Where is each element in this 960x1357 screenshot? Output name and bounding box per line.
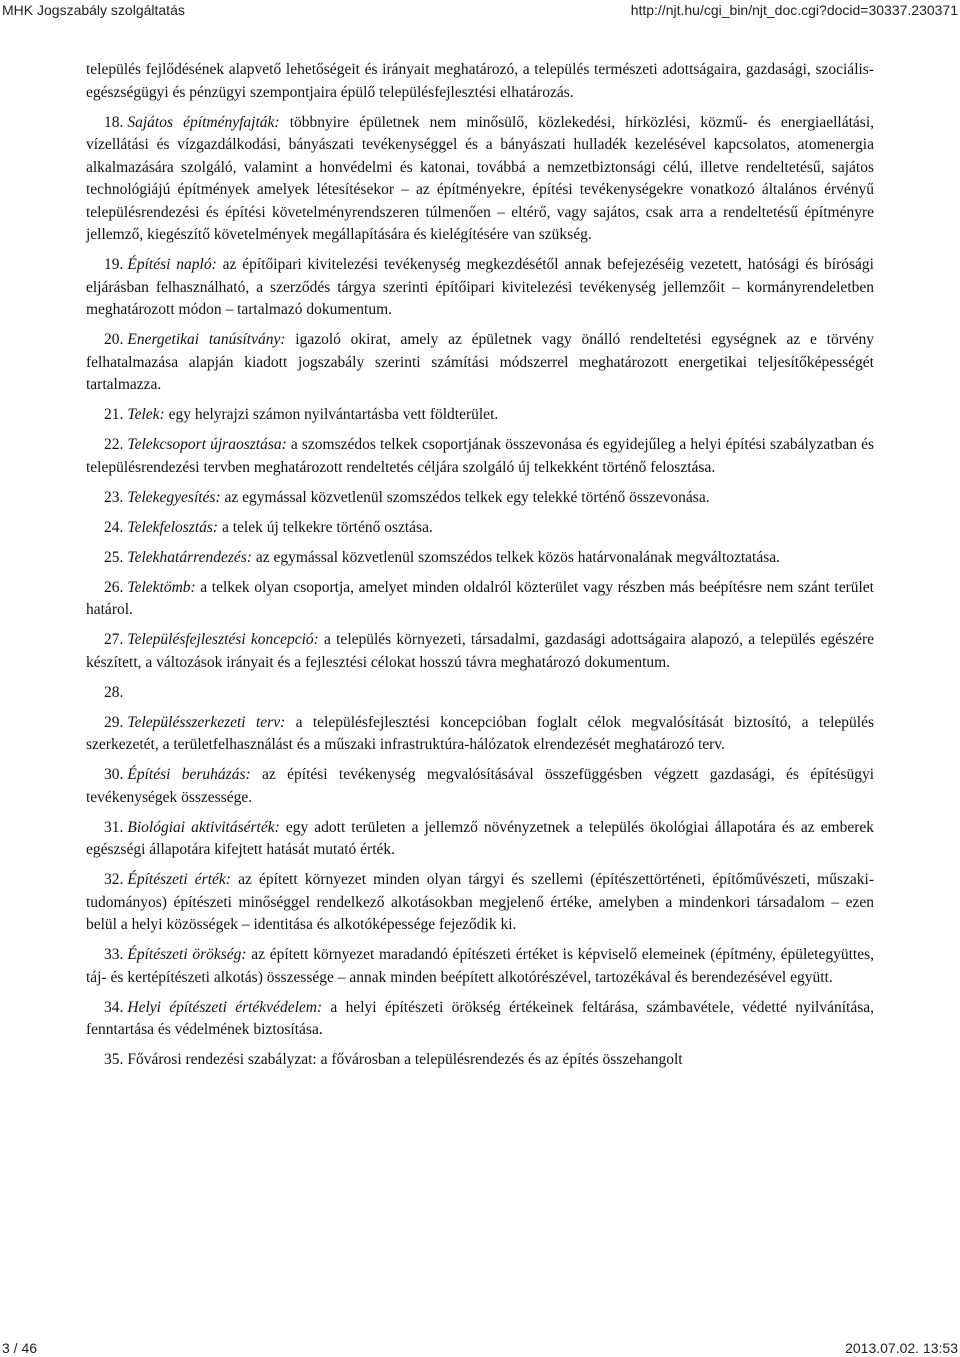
definition-term: Településszerkezeti terv: <box>127 713 286 731</box>
definition-number: 20. <box>104 331 124 348</box>
definition-item <box>86 682 874 705</box>
definition-number: 32. <box>104 871 124 888</box>
definition-text: az egymással közvetlenül szomszédos telkek közös határvonalának megváltoztatása. <box>251 548 781 566</box>
definition-item <box>86 517 874 540</box>
page-header <box>0 0 960 20</box>
definition-item <box>86 404 874 427</box>
definition-number: 24. <box>104 518 124 536</box>
definition-term: Telekfelosztás: <box>127 518 219 536</box>
definition-term: Energetikai tanúsítvány: <box>127 331 286 348</box>
definition-item <box>86 997 874 1042</box>
definition-text: a település környezeti, társadalmi, gazdasági adottságaira alapozó, a település egészére készített, a változások irányait és a fejlesztési célokat hosszú távra meghatározó dokumentum. <box>86 631 874 671</box>
definition-number: 23. <box>104 488 124 506</box>
definition-text: a telek új telkekre történő osztása. <box>218 518 433 536</box>
definition-text: a szomszédos telkek csoportjának összevonása és egyidejűleg a helyi építési szabályzatban és településrendezési tervben meghatározott rendeltetés céljára szolgáló új telkekként történő felosztása. <box>86 436 874 476</box>
definition-number: 18. <box>104 113 124 131</box>
definition-term: Építési napló: <box>127 256 217 273</box>
definition-item <box>86 869 874 937</box>
definition-item <box>86 547 874 570</box>
intro-paragraph: település fejlődésének alapvető lehetőségeit és irányait meghatározó, a település természeti adottságaira, gazdasági, szociális-egészségügyi és pénzügyi szempontjaira épülő településfejlesztési elhatározás. <box>86 61 874 101</box>
definition-number: 26. <box>104 578 124 596</box>
definition-number: 21. <box>104 406 124 423</box>
definition-text: az építőipari kivitelezési tevékenység megkezdésétől annak befejezéséig vezetett, hatósági és bírósági eljárásban felhasználható, a szerződés tárgya szerinti építőipari kivitelezési tevékenység jellemzőit – kormányrendeletben meghatározott módon – tartalmazó dokumentum. <box>86 256 874 318</box>
definition-number: 19. <box>104 256 124 273</box>
definition-item <box>86 487 874 510</box>
definition-item <box>86 329 874 397</box>
header-url[interactable]: http://njt.hu/cgi_bin/njt_doc.cgi?docid=30337.230371 <box>630 2 958 18</box>
definition-number: 31. <box>104 818 124 836</box>
print-timestamp: 2013.07.02. 13:53 <box>845 1340 958 1356</box>
definition-text: egy adott területen a jellemző növényzetnek a település ökológiai állapotára és az emberek egészségi állapotára kifejtett hatását mutató érték. <box>86 818 874 858</box>
definition-text: többnyire épületnek nem minősülő, közlekedési, hírközlési, közmű- és energiaellátási, vízellátási és vízgazdálkodási, bányászati tevékenységgel és a bányászati hulladék kezelésével kapcsolatos, atomenergia alkalmazására szolgáló, valamint a honvédelmi és katonai, továbbá a nemzetbiztonsági célú, illetve rendeltetésű, sajátos technológiájú építmények amelyek létesítésekor – az építményekre, építési tevékenységekre vonatkozó általános érvényű településrendezési és építési követelményrendszeren túlmenően – eltérő, vagy sajátos, csak arra a rendeltetésű építményre jellemző, kiegészítő követelmények megállapítására és kielégítésére van szükség. <box>86 113 874 243</box>
definition-term: Telektömb: <box>127 578 196 596</box>
definition-text: az épített környezet maradandó építészeti értéket is képviselő elemeinek (építmény, épületegyüttes, táj- és kertépítészeti alkotás) összessége – annak minden beépített alkotórészével, tartozékával és berendezésével együtt. <box>86 946 875 986</box>
definition-number: 30. <box>104 766 124 783</box>
definition-term: Telekhatárrendezés: <box>127 548 252 566</box>
definition-item <box>86 944 874 989</box>
definition-item <box>86 254 874 322</box>
definition-number: 33. <box>104 946 124 963</box>
definition-term: Építési beruházás: <box>127 766 251 783</box>
definition-item <box>86 1049 874 1072</box>
definition-term: Biológiai aktivitásérték: <box>127 818 280 836</box>
definition-text: a településfejlesztési koncepcióban foglalt célok megvalósítását biztosító, a település szerkezetét, a területfelhasználást és a műszaki infrastruktúra-hálózatok elrendezését meghatározó terv. <box>86 713 874 753</box>
page-number: 3 / 46 <box>2 1340 38 1356</box>
definition-term: Építészeti örökség: <box>127 946 247 963</box>
definition-number: 22. <box>104 436 124 453</box>
document-body <box>86 59 874 1079</box>
definition-text: a helyi építészeti örökség értékeinek feltárása, számbavétele, védetté nyilvánítása, fenntartása és védelmének biztosítása. <box>86 998 874 1038</box>
definition-text: igazoló okirat, amely az épületnek vagy önálló rendeltetési egységnek az e törvény felhatalmazása alapján kiadott jogszabály szerinti számítási módszerrel meghatározott energetikai teljesítőképességét tartalmazza. <box>86 331 874 393</box>
definition-number: 28. <box>104 683 124 701</box>
definition-item <box>86 577 874 622</box>
definition-number: 25. <box>104 548 124 566</box>
header-source: MHK Jogszabály szolgáltatás <box>2 2 185 18</box>
definition-term: Helyi építészeti értékvédelem: <box>127 998 323 1016</box>
definition-text: Fővárosi rendezési szabályzat: a fővárosban a településrendezés és az építés összehangolt <box>127 1051 683 1068</box>
definition-term: Építészeti érték: <box>127 871 231 888</box>
definition-number: 27. <box>104 631 124 648</box>
definition-text: egy helyrajzi számon nyilvántartásba vett földterület. <box>164 406 499 423</box>
definition-term: Sajátos építményfajták: <box>127 113 280 131</box>
definition-item <box>86 764 874 809</box>
definition-number: 29. <box>104 713 124 731</box>
definition-list <box>86 112 874 1072</box>
definition-item <box>86 112 874 247</box>
page-footer <box>0 1338 960 1357</box>
definition-term: Telekcsoport újraosztása: <box>127 436 287 453</box>
definition-term: Telekegyesítés: <box>127 488 221 506</box>
definition-item <box>86 629 874 674</box>
definition-item <box>86 817 874 862</box>
definition-text: az egymással közvetlenül szomszédos telkek egy telekké történő összevonása. <box>220 488 710 506</box>
definition-number: 34. <box>104 998 124 1016</box>
definition-term: Településfejlesztési koncepció: <box>127 631 319 648</box>
definition-text: az építési tevékenység megvalósításával összefüggésben végzett gazdasági, és építésügyi tevékenységek összessége. <box>86 766 875 806</box>
definition-term: Telek: <box>127 406 165 423</box>
definition-item <box>86 712 874 757</box>
definition-text: a telkek olyan csoportja, amelyet minden oldalról közterület vagy részben más beépítésre nem szánt terület határol. <box>86 578 874 618</box>
definition-item <box>86 434 874 479</box>
definition-text: az épített környezet minden olyan tárgyi és szellemi (építészettörténeti, építőművészeti, műszaki-tudományos) építészeti minőséggel rendelkező alkotásokban megjelenő értéke, amelyben a mindenkori társadalom – ezen belül a helyi közösségek – identitása és alkotóképessége fejeződik ki. <box>86 871 875 933</box>
definition-number: 35. <box>104 1051 124 1068</box>
